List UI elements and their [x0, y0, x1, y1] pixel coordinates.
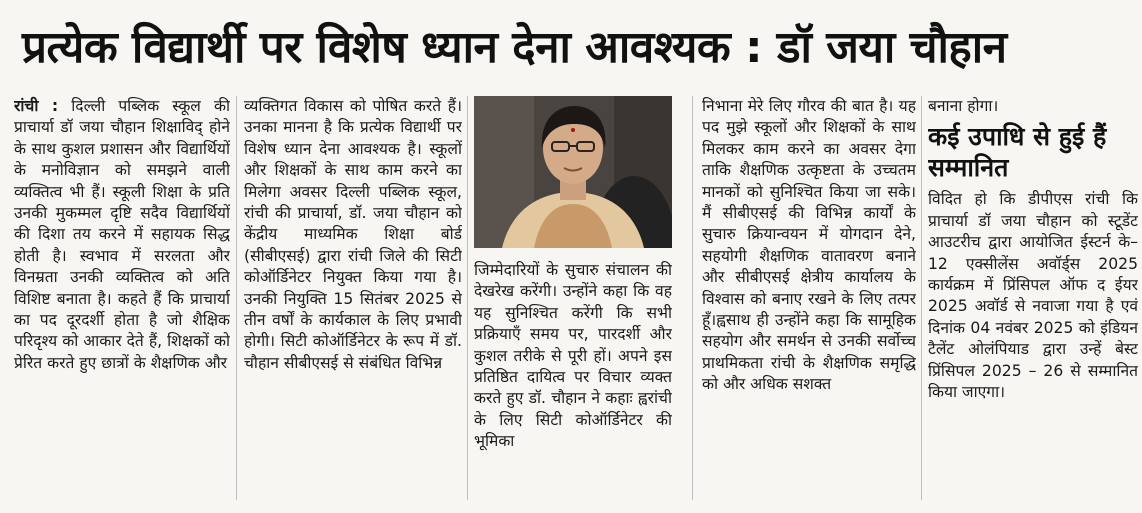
column-1-body: दिल्ली पब्लिक स्कूल की प्राचार्या डॉ जया चौहान शिक्षाविद् होने के साथ कुशल प्रशासन और विद्यार्थियों के मनोविज्ञान को समझने वाली व्यक्तित्व भी हैं। स्कूली शिक्षा के प्रति उनकी मुकम्मल दृष्टि सदैव विद्यार्थियों की दिशा तय करने में सहायक सिद्ध होती है। स्वभाव में सरलता और विनम्रता उनकी व्यक्तित्व को अति विशिष्ट बनाता है। कहते हैं कि प्राचार्या का पद दूरदर्शी होता है जो शैक्षिक परिदृश्य को आकार देते हैं, शिक्षकों को प्रेरित करते हुए छात्रों के शैक्षणिक और: [14, 97, 230, 372]
column-1-text: [14, 96, 230, 374]
column-2-text: व्यक्तिगत विकास को पोषित करते हैं। उनका मानना है कि प्रत्येक विद्यार्थी पर विशेष ध्यान देना आवश्यक है। स्कूलों और शिक्षकों के साथ काम करने का मिलेगा अवसर दिल्ली पब्लिक स्कूल, रांची की प्राचार्या, डॉ. जया चौहान को केंद्रीय माध्यमिक शिक्षा बोर्ड (सीबीएसई) द्वारा रांची जिले की सिटी कोऑर्डिनेटर नियुक्त किया गया है। उनकी नियुक्ति 15 सितंबर 2025 से तीन वर्षों के कार्यकाल के लिए प्रभावी होगी। सिटी कोऑर्डिनेटर के रूप में डॉ. चौहान सीबीएसई से संबंधित विभिन्न: [244, 97, 462, 372]
column-4-text: निभाना मेरे लिए गौरव की बात है। यह पद मुझे स्कूलों और शिक्षकों के साथ मिलकर काम करने का अवसर देगा ताकि शैक्षणिक उत्कृष्टता के उच्चतम मानकों को सुनिश्चित किया जा सके। मैं सीबीएसई की विभिन्न कार्यों के सुचारु क्रियान्वयन में योगदान देने, सहयोगी शैक्षणिक वातावरण बनाने और सीबीएसई क्षेत्रीय कार्यालय के विश्वास को बनाए रखने के लिए तत्पर हूँ।ह्वसाथ ही उन्होंने कहा कि सामूहिक सहयोग और समर्थन से उनकी सर्वोच्च प्राथमिकता रांची के शैक्षणिक समृद्धि को और अधिक सशक्त: [702, 97, 916, 394]
dateline: रांची :: [14, 97, 59, 115]
headline: प्रत्येक विद्यार्थी पर विशेष ध्यान देना आवश्यक : डॉ जया चौहान: [22, 22, 1007, 73]
column-5-text: विदित हो कि डीपीएस रांची कि प्राचार्या डॉ जया चौहान को स्टूडेंट आउटरीच द्वारा आयोजित ईस्टर्न के–12 एक्सीलेंस अवॉर्ड्स 2025 कार्यक्रम में प्रिंसिपल ऑफ द ईयर 2025 अवॉर्ड से नवाजा गया है एवं दिनांक 04 नवंबर 2025 को इंडियन टैलेंट ओलंपियाड द्वारा उन्हें बेस्ट प्रिंसिपल 2025 – 26 से सम्मानित किया जाएगा।: [928, 190, 1138, 402]
column-3-text: जिम्मेदारियों के सुचारु संचालन की देखरेख करेंगी। उन्होंने कहा कि वह यह सुनिश्चित करेंगी कि सभी प्रक्रियाएँ समय पर, पारदर्शी और कुशल तरीके से पूरी हों। अपने इस प्रतिष्ठित दायित्व पर विचार व्यक्त करते हुए डॉ. चौहान ने कहाः ह्वरांची के लिए सिटी कोऑर्डिनेटर की भूमिका: [474, 261, 672, 451]
column-5-text-top: बनाना होगा।: [928, 97, 999, 115]
column-divider: [921, 96, 922, 500]
column-divider: [692, 96, 693, 500]
article-column-2: [244, 96, 462, 506]
portrait-photo: [474, 96, 672, 248]
article-column-5: [928, 96, 1138, 506]
article-column-3: [474, 260, 672, 506]
article-column-1: [14, 96, 230, 506]
article-column-4: [702, 96, 916, 506]
column-divider: [236, 96, 237, 500]
column-divider: [467, 96, 468, 500]
subheading: कई उपाधि से हुई हैं सम्मानित: [928, 122, 1107, 183]
